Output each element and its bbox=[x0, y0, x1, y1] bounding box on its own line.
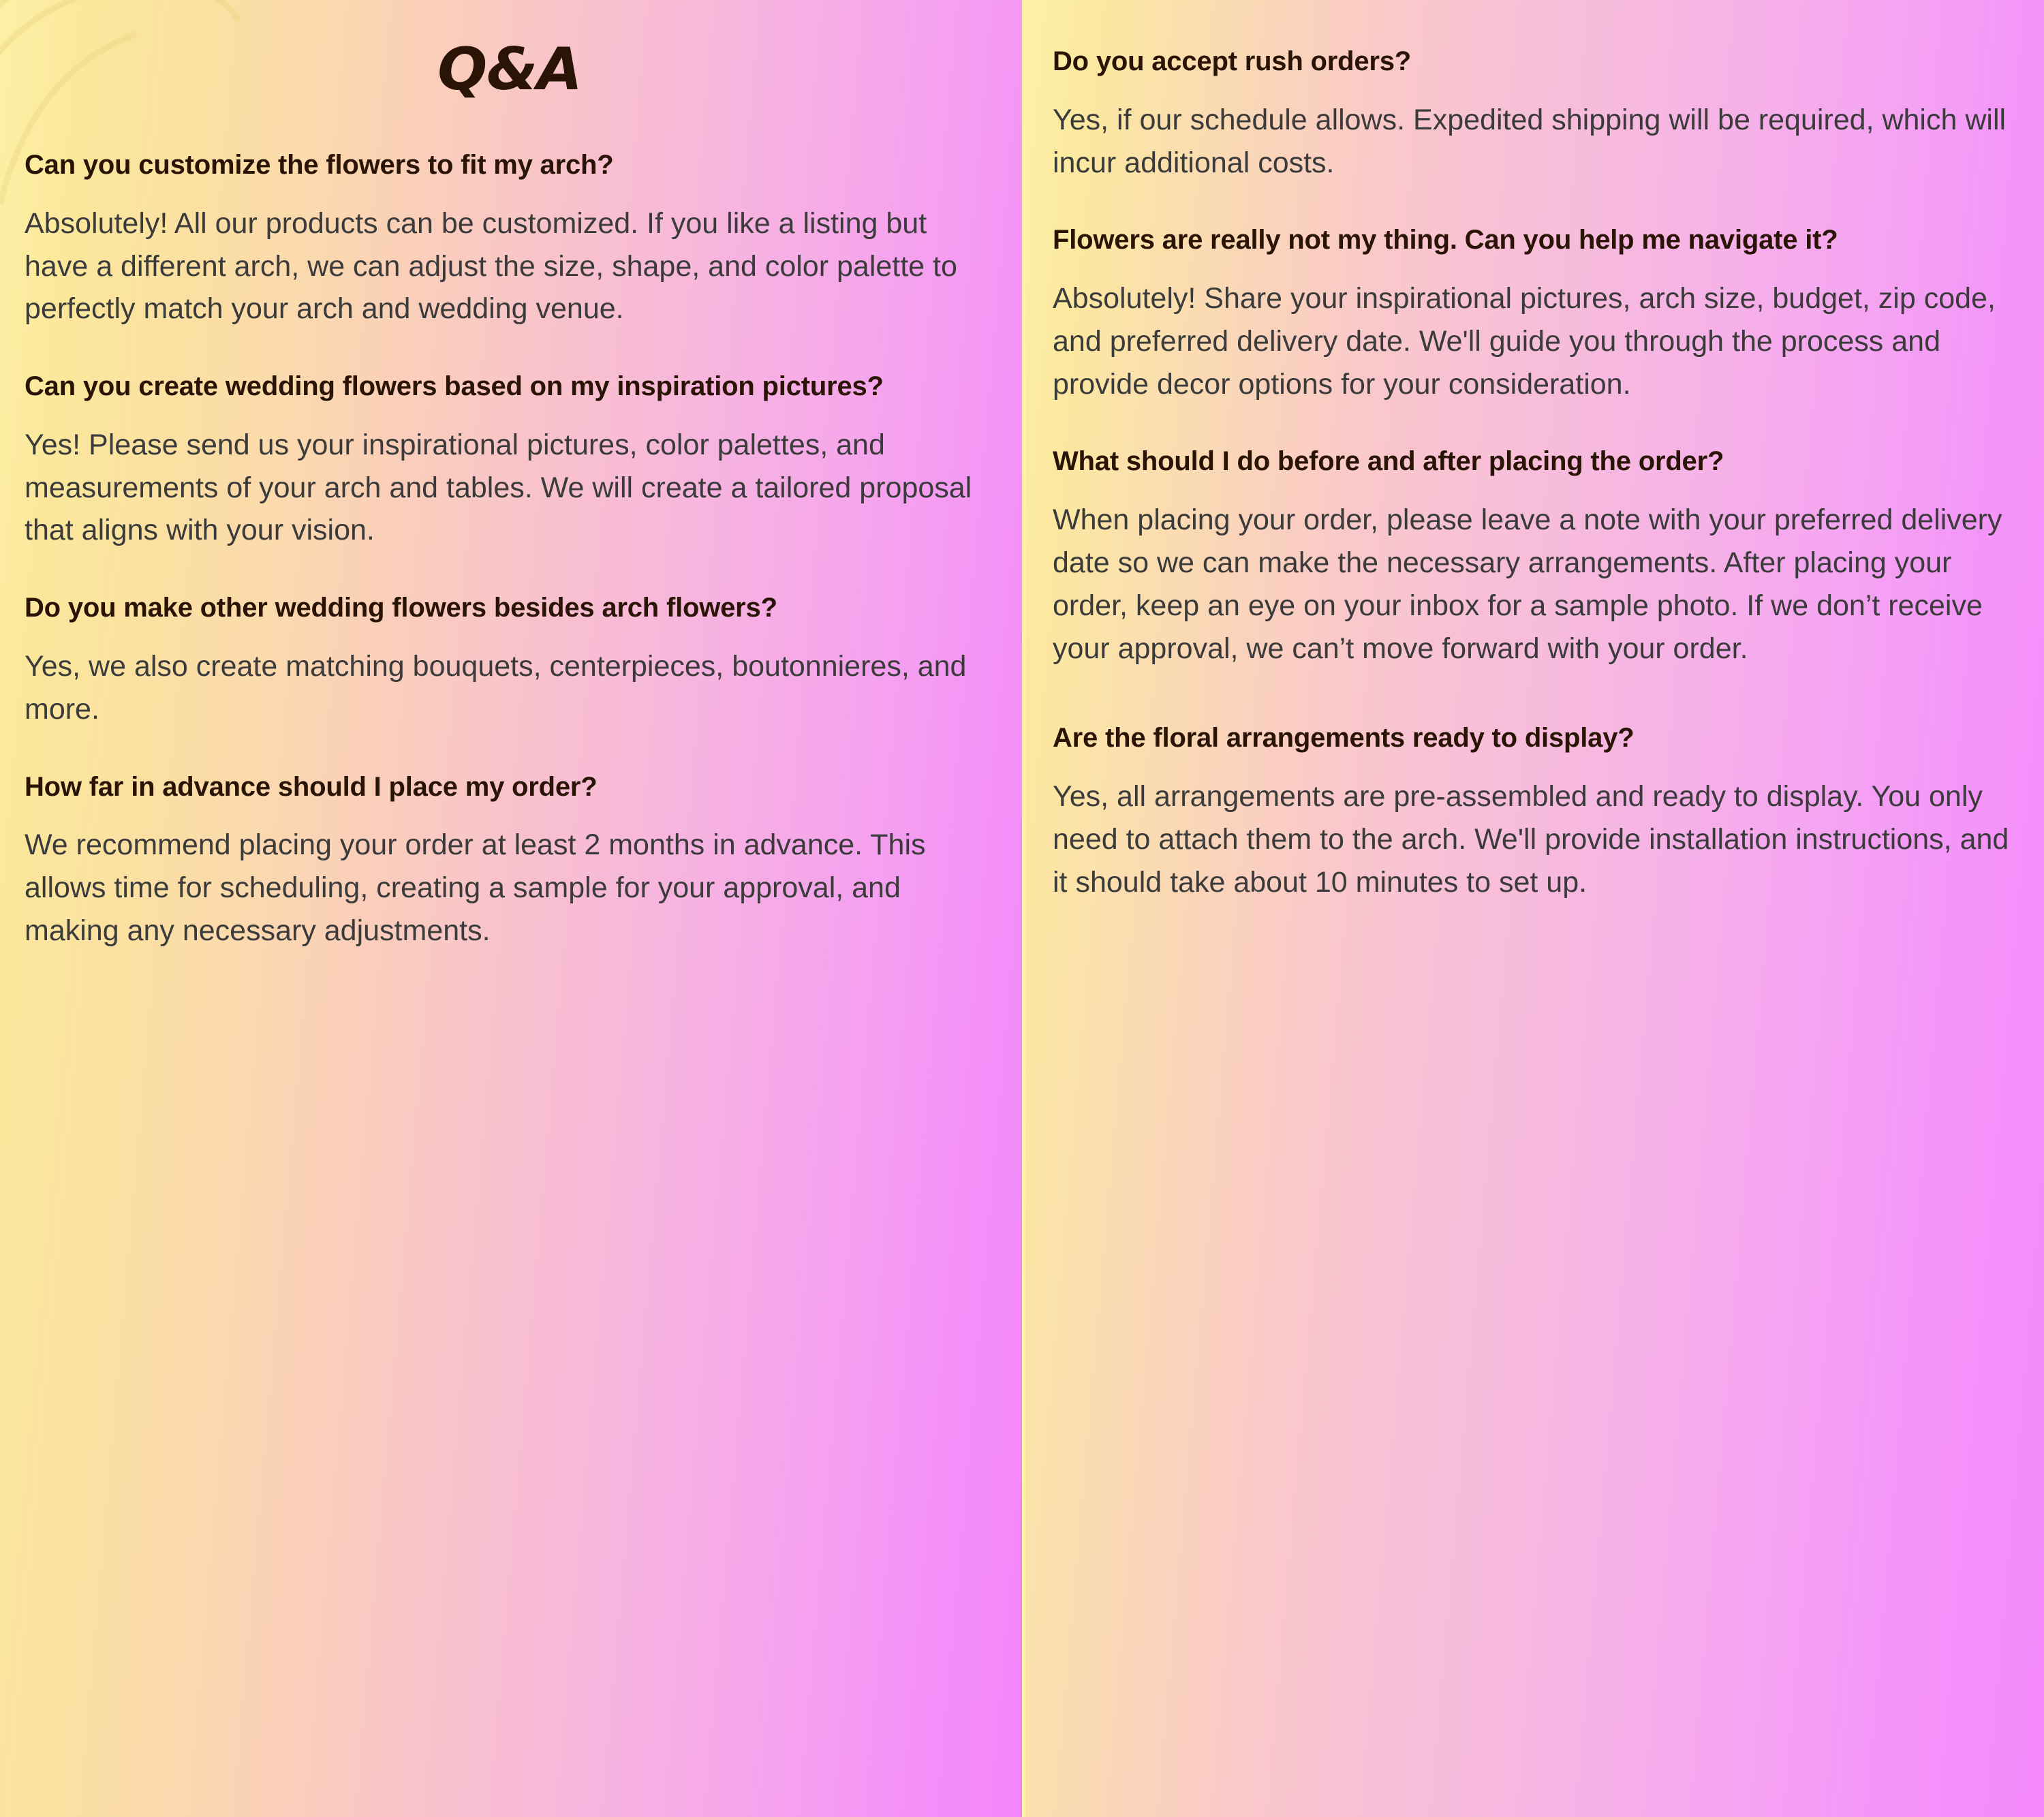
answer-text: Absolutely! Share your inspirational pictures, arch size, budget, zip code, and preferred delivery date. We'll guide you through the process and provide decor options for your consideration. bbox=[1053, 282, 1996, 401]
qa-item bbox=[25, 367, 995, 552]
answer-text: Yes, if our schedule allows. Expedited shipping will be required, which will incur additional costs. bbox=[1053, 103, 2007, 179]
qa-item bbox=[25, 146, 995, 330]
answer-text: Absolutely! All our products can be customized. If you like a listing but have a different arch, we can adjust the size, shape, and color palette to perfectly match your arch and wedding venue. bbox=[25, 206, 957, 326]
qa-item bbox=[25, 768, 995, 952]
question-text: What should I do before and after placing the order? bbox=[1053, 446, 1724, 477]
answer-text: We recommend placing your order at least 2 months in advance. This allows time for scheduling, creating a sample for your approval, and making any necessary adjustments. bbox=[25, 828, 926, 947]
question-text: Flowers are really not my thing. Can you help me navigate it? bbox=[1053, 225, 1838, 255]
question-text: Do you make other wedding flowers besides arch flowers? bbox=[25, 593, 777, 623]
question-text: How far in advance should I place my order? bbox=[25, 771, 598, 802]
qa-item bbox=[25, 589, 995, 730]
page-title: Q&A bbox=[437, 35, 582, 104]
qa-item bbox=[1053, 719, 2021, 903]
question-text: Do you accept rush orders? bbox=[1053, 46, 1412, 76]
answer-text: When placing your order, please leave a note with your preferred delivery date so we can make the necessary arrangements. After placing your order, keep an eye on your inbox for a sample photo. If we don’t receive your approval, we can’t move forward with your order. bbox=[1053, 503, 2002, 665]
qa-item bbox=[1053, 442, 2021, 670]
qa-item bbox=[1053, 42, 2021, 184]
answer-text: Yes, all arrangements are pre-assembled and ready to display. You only need to attach them to the arch. We'll provide installation instructions, and it should take about 10 minutes to set up. bbox=[1053, 780, 2009, 899]
answer-text: Yes! Please send us your inspirational pictures, color palettes, and measurements of your arch and tables. We will create a tailored proposal that aligns with your vision. bbox=[25, 428, 972, 547]
qa-item bbox=[1053, 221, 2021, 405]
answer-text: Yes, we also create matching bouquets, centerpieces, boutonnieres, and more. bbox=[25, 649, 967, 726]
question-text: Are the floral arrangements ready to display? bbox=[1053, 723, 1635, 754]
right-column-panel bbox=[1022, 0, 2044, 1817]
question-text: Can you create wedding flowers based on my inspiration pictures? bbox=[25, 371, 884, 402]
question-text: Can you customize the flowers to fit my arch? bbox=[25, 150, 614, 180]
